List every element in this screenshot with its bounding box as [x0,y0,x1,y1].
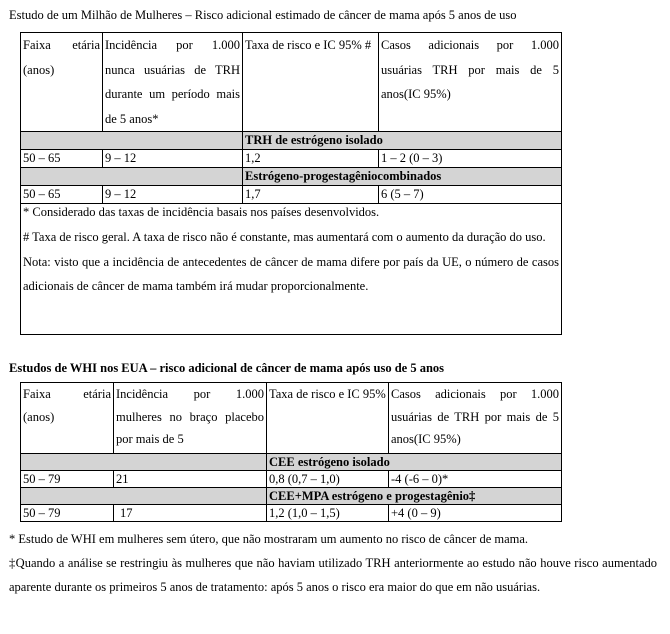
cell-risk: 1,7 [243,186,379,204]
header-risk: Taxa de risco e IC 95% # [243,33,379,132]
section-row [21,132,562,150]
note-eu: Nota: visto que a incidência de antecedentes de câncer de mama difere por país da UE, o número de casos adicionais de câncer de mama também irá mudar proporcionalmente. [23,254,559,294]
section-blank [21,168,243,186]
cell-additional: 1 – 2 (0 – 3) [379,150,562,168]
cell-risk: 0,8 (0,7 – 1,0) [267,471,389,488]
cell-incidence: 21 [114,471,267,488]
cell-incidence: 9 – 12 [103,186,243,204]
section-combined: Estrógeno-progestagêniocombinados [243,168,562,186]
header-risk: Taxa de risco e IC 95% [267,383,389,454]
table-header-row [21,383,562,454]
table-row [21,150,562,168]
footnote-dagger: ‡Quando a análise se restringiu às mulheres que não haviam utilizado TRH anteriormente ao estudo não houve risco aumentado aparente durante os primeiros 5 anos de tratamento: após 5 anos o risco era maior do que em não usuárias. [9,556,657,594]
header-incidence: Incidência por 1.000 nunca usuárias de TRH durante um período mais de 5 anos* [103,33,243,132]
section-cee-mpa: CEE+MPA estrógeno e progestagênio‡ [267,488,562,505]
cell-incidence: 17 [114,505,267,522]
header-incidence-text: Incidência por 1.000 mulheres no braço placebo por mais de 5 [116,387,264,446]
section-row [21,168,562,186]
header-age: Faixa etária (anos) [21,33,103,132]
section-blank [21,488,267,505]
notes-row [21,204,562,335]
header-age: Faixa etária (anos) [21,383,114,454]
section-blank [21,454,267,471]
whi-table [20,382,562,522]
header-incidence [114,383,267,454]
table-row [21,505,562,522]
footnotes [9,527,657,599]
section-row [21,454,562,471]
footnote-star: * Estudo de WHI em mulheres sem útero, que não mostraram um aumento no risco de câncer de mama. [9,532,529,546]
cell-age: 50 – 65 [21,186,103,204]
cell-additional: 6 (5 – 7) [379,186,562,204]
note-risk: # Taxa de risco geral. A taxa de risco não é constante, mas aumentará com o aumento da duração do uso. [23,230,546,245]
cell-risk: 1,2 [243,150,379,168]
cell-age: 50 – 79 [21,505,114,522]
table-row [21,186,562,204]
table1-title: Estudo de um Milhão de Mulheres – Risco adicional estimado de câncer de mama após 5 anos de uso [9,8,517,22]
section-row [21,488,562,505]
note-incidence: * Considerado das taxas de incidência basais nos países desenvolvidos. [23,205,380,220]
header-additional-cases: Casos adicionais por 1.000 usuárias TRH por mais de 5 anos(IC 95%) [379,33,562,132]
table1-notes [21,204,562,335]
cell-age: 50 – 79 [21,471,114,488]
table2-title: Estudos de WHI nos EUA – risco adicional de câncer de mama após uso de 5 anos [9,361,445,375]
cell-additional: +4 (0 – 9) [389,505,562,522]
section-blank [21,132,243,150]
cell-age: 50 – 65 [21,150,103,168]
section-cee-only: CEE estrógeno isolado [267,454,562,471]
section-estrogen-only: TRH de estrógeno isolado [243,132,562,150]
table-row [21,471,562,488]
table-header-row [21,33,562,132]
cell-incidence: 9 – 12 [103,150,243,168]
cell-additional: -4 (-6 – 0)* [389,471,562,488]
million-women-table [20,32,562,335]
header-additional-cases: Casos adicionais por 1.000 usuárias de TRH por mais de 5 anos(IC 95%) [389,383,562,454]
cell-risk: 1,2 (1,0 – 1,5) [267,505,389,522]
